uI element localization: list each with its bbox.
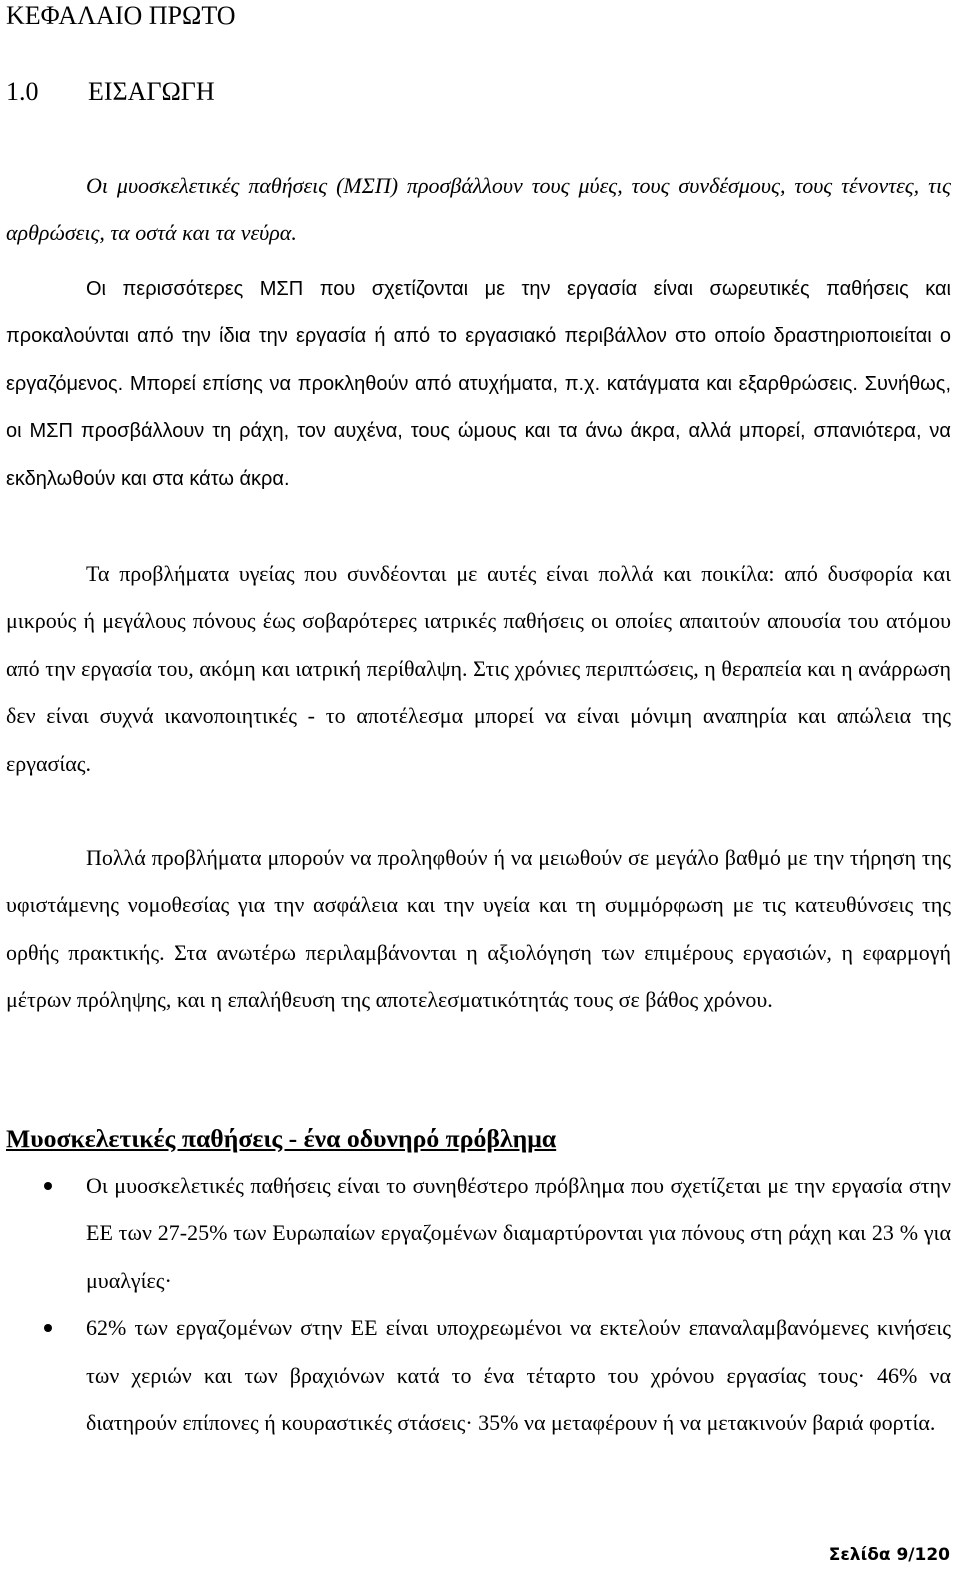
subheading: Μυοσκελετικές παθήσεις - ένα οδυνηρό πρόβλημα xyxy=(6,1124,557,1153)
bullet-dot-icon xyxy=(44,1324,52,1332)
list-item-text: Οι μυοσκελετικές παθήσεις είναι το συνηθέστερο πρόβλημα που σχετίζεται με την εργασία στην ΕΕ των 27-25% των Ευρωπαίων εργαζομένων διαμαρτύρονται για πόνους στη ράχη και 23 % για μυαλγίες· xyxy=(86,1173,951,1293)
section-heading xyxy=(6,76,215,108)
list-item xyxy=(6,1162,951,1304)
list-item-text: 62% των εργαζομένων στην ΕΕ είναι υποχρεωμένοι να εκτελούν επαναλαμβανόμενες κινήσεις των χεριών και των βραχιόνων κατά το ένα τέταρτο του χρόνου εργασίας τους· 46% να διατηρούν επίπονες ή κουραστικές στάσεις· 35% να μεταφέρουν ή να μετακινούν βαριά φορτία. xyxy=(86,1315,951,1436)
section-number: 1.0 xyxy=(6,77,39,106)
page-number: Σελίδα 9/120 xyxy=(828,1545,950,1565)
paragraph-prevention: Πολλά προβλήματα μπορούν να προληφθούν ή να μειωθούν σε μεγάλο βαθμό με την τήρηση της υφιστάμενης νομοθεσίας για την ασφάλεια και την υγεία και τη συμμόρφωση με τις κατευθύνσεις της ορθής πρακτικής. Στα ανωτέρω περιλαμβάνονται η αξιολόγηση των επιμέρους εργασιών, η εφαρμογή μέτρων πρόληψης, και η επαλήθευση της αποτελεσματικότητάς τους σε βάθος χρόνου. xyxy=(6,845,951,1013)
bullet-list xyxy=(6,1162,951,1446)
chapter-title: ΚΕΦΑΛΑΙΟ ΠΡΩΤΟ xyxy=(6,1,236,30)
section-title: ΕΙΣΑΓΩΓΗ xyxy=(88,77,215,106)
paragraph-health-problems: Τα προβλήματα υγείας που συνδέονται με αυτές είναι πολλά και ποικίλα: από δυσφορία και μικρούς ή μεγάλους πόνους έως σοβαρότερες ιατρικές παθήσεις οι οποίες απαιτούν απουσία του ατόμου από την εργασία του, ακόμη και ιατρική περίθαλψη. Στις χρόνιες περιπτώσεις, η θεραπεία και η ανάρρωση δεν είναι συχνά ικανοποιητικές - το αποτέλεσμα μπορεί να είναι μόνιμη αναπηρία και απώλεια της εργασίας. xyxy=(6,561,951,776)
paragraph-causes: Οι περισσότερες ΜΣΠ που σχετίζονται με την εργασία είναι σωρευτικές παθήσεις και προκαλούνται από την ίδια την εργασία ή από το εργασιακό περιβάλλον στο οποίο δραστηριοποιείται ο εργαζόμενος. Μπορεί επίσης να προκληθούν από ατυχήματα, π.χ. κατάγματα και εξαρθρώσεις. Συνήθως, οι ΜΣΠ προσβάλλουν τη ράχη, τον αυχένα, τους ώμους και τα άνω άκρα, αλλά μπορεί, σπανιότερα, να εκδηλωθούν και στα κάτω άκρα. xyxy=(6,278,951,490)
bullet-dot-icon xyxy=(44,1182,52,1190)
list-item xyxy=(6,1304,951,1446)
paragraph-definition: Οι μυοσκελετικές παθήσεις (ΜΣΠ) προσβάλλουν τους μύες, τους συνδέσμους, τους τένοντες, τις αρθρώσεις, τα οστά και τα νεύρα. xyxy=(6,173,951,246)
